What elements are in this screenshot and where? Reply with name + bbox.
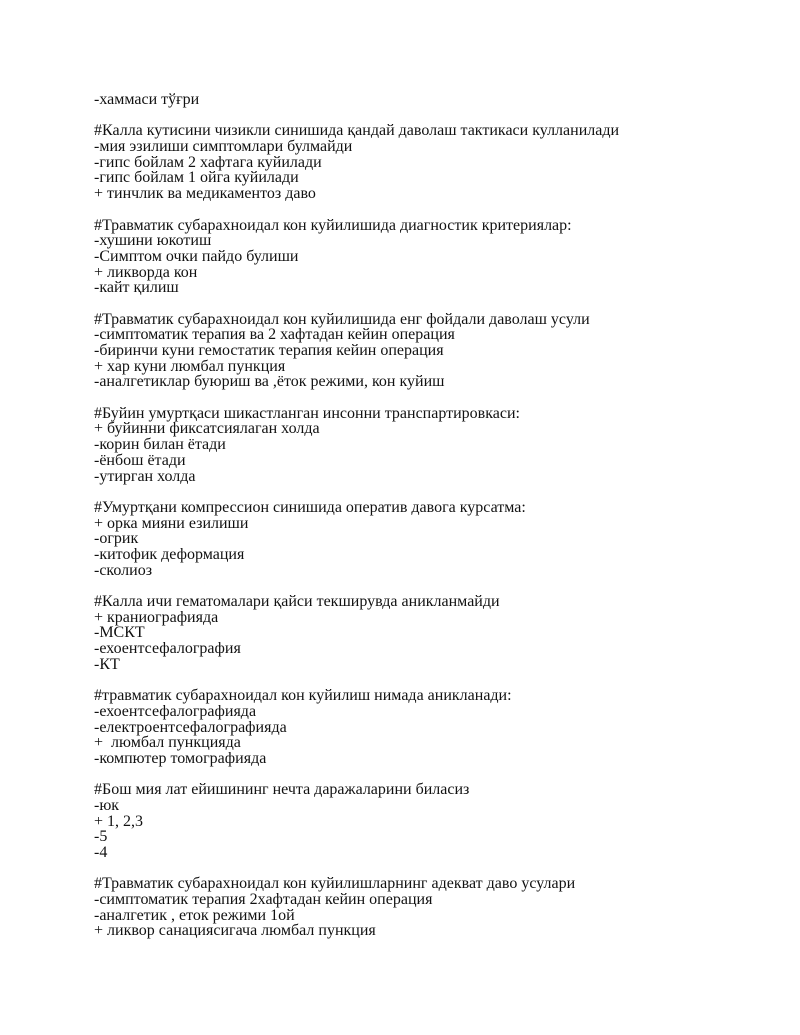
answer-option-correct: + хар куни люмбал пункция [94, 357, 286, 375]
question-text: #Травматик субарахноидал кон куйилишларнинг адекват даво усулари [94, 875, 576, 893]
answer-option: -компютер томографияда [94, 749, 267, 767]
answer-option: -МСКТ [94, 624, 145, 642]
question-block [94, 218, 774, 296]
answer-option: -биринчи куни гемостатик терапия кейин операция [94, 342, 444, 359]
question-text: #Умуртқани компрессион синишида оператив давога курсатма: [94, 498, 526, 516]
question-text: #Травматик субарахноидал кон куйилишида диагностик критериялар: [94, 216, 572, 234]
question-text: #травматик субарахноидал кон куйилиш нимада аникланади: [94, 687, 512, 705]
answer-option: -КТ [94, 655, 120, 673]
answer-option: -китофик деформация [94, 545, 245, 563]
question-block [94, 406, 774, 484]
answer-option: -симптоматик терапия ва 2 хафтадан кейин операция [94, 326, 455, 344]
question-block [94, 123, 774, 201]
answer-option: -Симптом очки пайдо булиши [94, 247, 299, 265]
answer-option: -аналгетик , еток режими 1ой [94, 906, 295, 924]
blank-line [94, 202, 774, 218]
question-block [94, 312, 774, 390]
answer-option: -гипс бойлам 1 ойга куйилади [94, 169, 299, 187]
answer-option-correct: + 1, 2,3 [94, 812, 144, 830]
answer-option-correct: + краниографияда [94, 608, 219, 626]
answer-option: -ехоентсефалографияда [94, 702, 257, 720]
answer-option: -симптоматик терапия 2хафтадан кейин операция [94, 891, 433, 909]
intro-line: -хаммаси тўғри [94, 91, 200, 108]
blank-line [94, 390, 774, 406]
answer-option: -ехоентсефалография [94, 640, 241, 658]
answer-option-correct: + орка мияни езилиши [94, 514, 249, 532]
answer-option-correct: + ликворда кон [94, 263, 198, 281]
answer-option-correct: + буйинни фиксатсиялаган холда [94, 420, 320, 438]
blank-line [94, 578, 774, 594]
question-block [94, 782, 774, 860]
answer-option-correct: + ликвор санациясигача люмбал пункция [94, 922, 376, 940]
answer-option: -електроентсефалографияда [94, 718, 287, 736]
question-text: #Бош мия лат ейишининг нечта даражаларини биласиз [94, 781, 470, 799]
answer-option-correct: + люмбал пункцияда [94, 734, 241, 752]
answer-option: -аналгетиклар буюриш ва ,ёток режими, кон куйиш [94, 373, 445, 391]
question-text: #Калла ичи гематомалари қайси текширувда аникланмайди [94, 593, 500, 610]
blank-line [94, 484, 774, 500]
answer-option: -юк [94, 796, 120, 814]
answer-option-correct: + тинчлик ва медикаментоз даво [94, 185, 316, 203]
blank-line [94, 296, 774, 312]
question-text: #Буйин умуртқаси шикастланган инсонни транспартировкаси: [94, 404, 520, 422]
answer-option: -хушини юкотиш [94, 232, 212, 250]
blank-line [94, 672, 774, 688]
question-block [94, 688, 774, 766]
blank-line [94, 861, 774, 877]
answer-option: -кайт қилиш [94, 279, 179, 297]
answer-option: -утирган холда [94, 467, 196, 485]
document-text [94, 92, 774, 939]
answer-option: -сколиоз [94, 561, 153, 579]
question-text: #Травматик субарахноидал кон куйилишида енг фойдали даволаш усули [94, 310, 590, 328]
question-text: #Калла кутисини чизикли синишида қандай даволаш тактикаси кулланилади [94, 122, 620, 140]
answer-option: -огрик [94, 530, 139, 548]
blank-line [94, 108, 774, 124]
answer-option: -корин билан ётади [94, 436, 226, 454]
blank-line [94, 767, 774, 783]
answer-option: -5 [94, 828, 108, 846]
answer-option: -гипс бойлам 2 хафтага куйилади [94, 153, 322, 171]
answer-option: -4 [94, 844, 108, 861]
question-block [94, 500, 774, 578]
answer-option: -ёнбош ётади [94, 451, 186, 469]
question-block [94, 594, 774, 672]
answer-option: -мия эзилиши симптомлари булмайди [94, 138, 353, 156]
question-block [94, 876, 774, 939]
